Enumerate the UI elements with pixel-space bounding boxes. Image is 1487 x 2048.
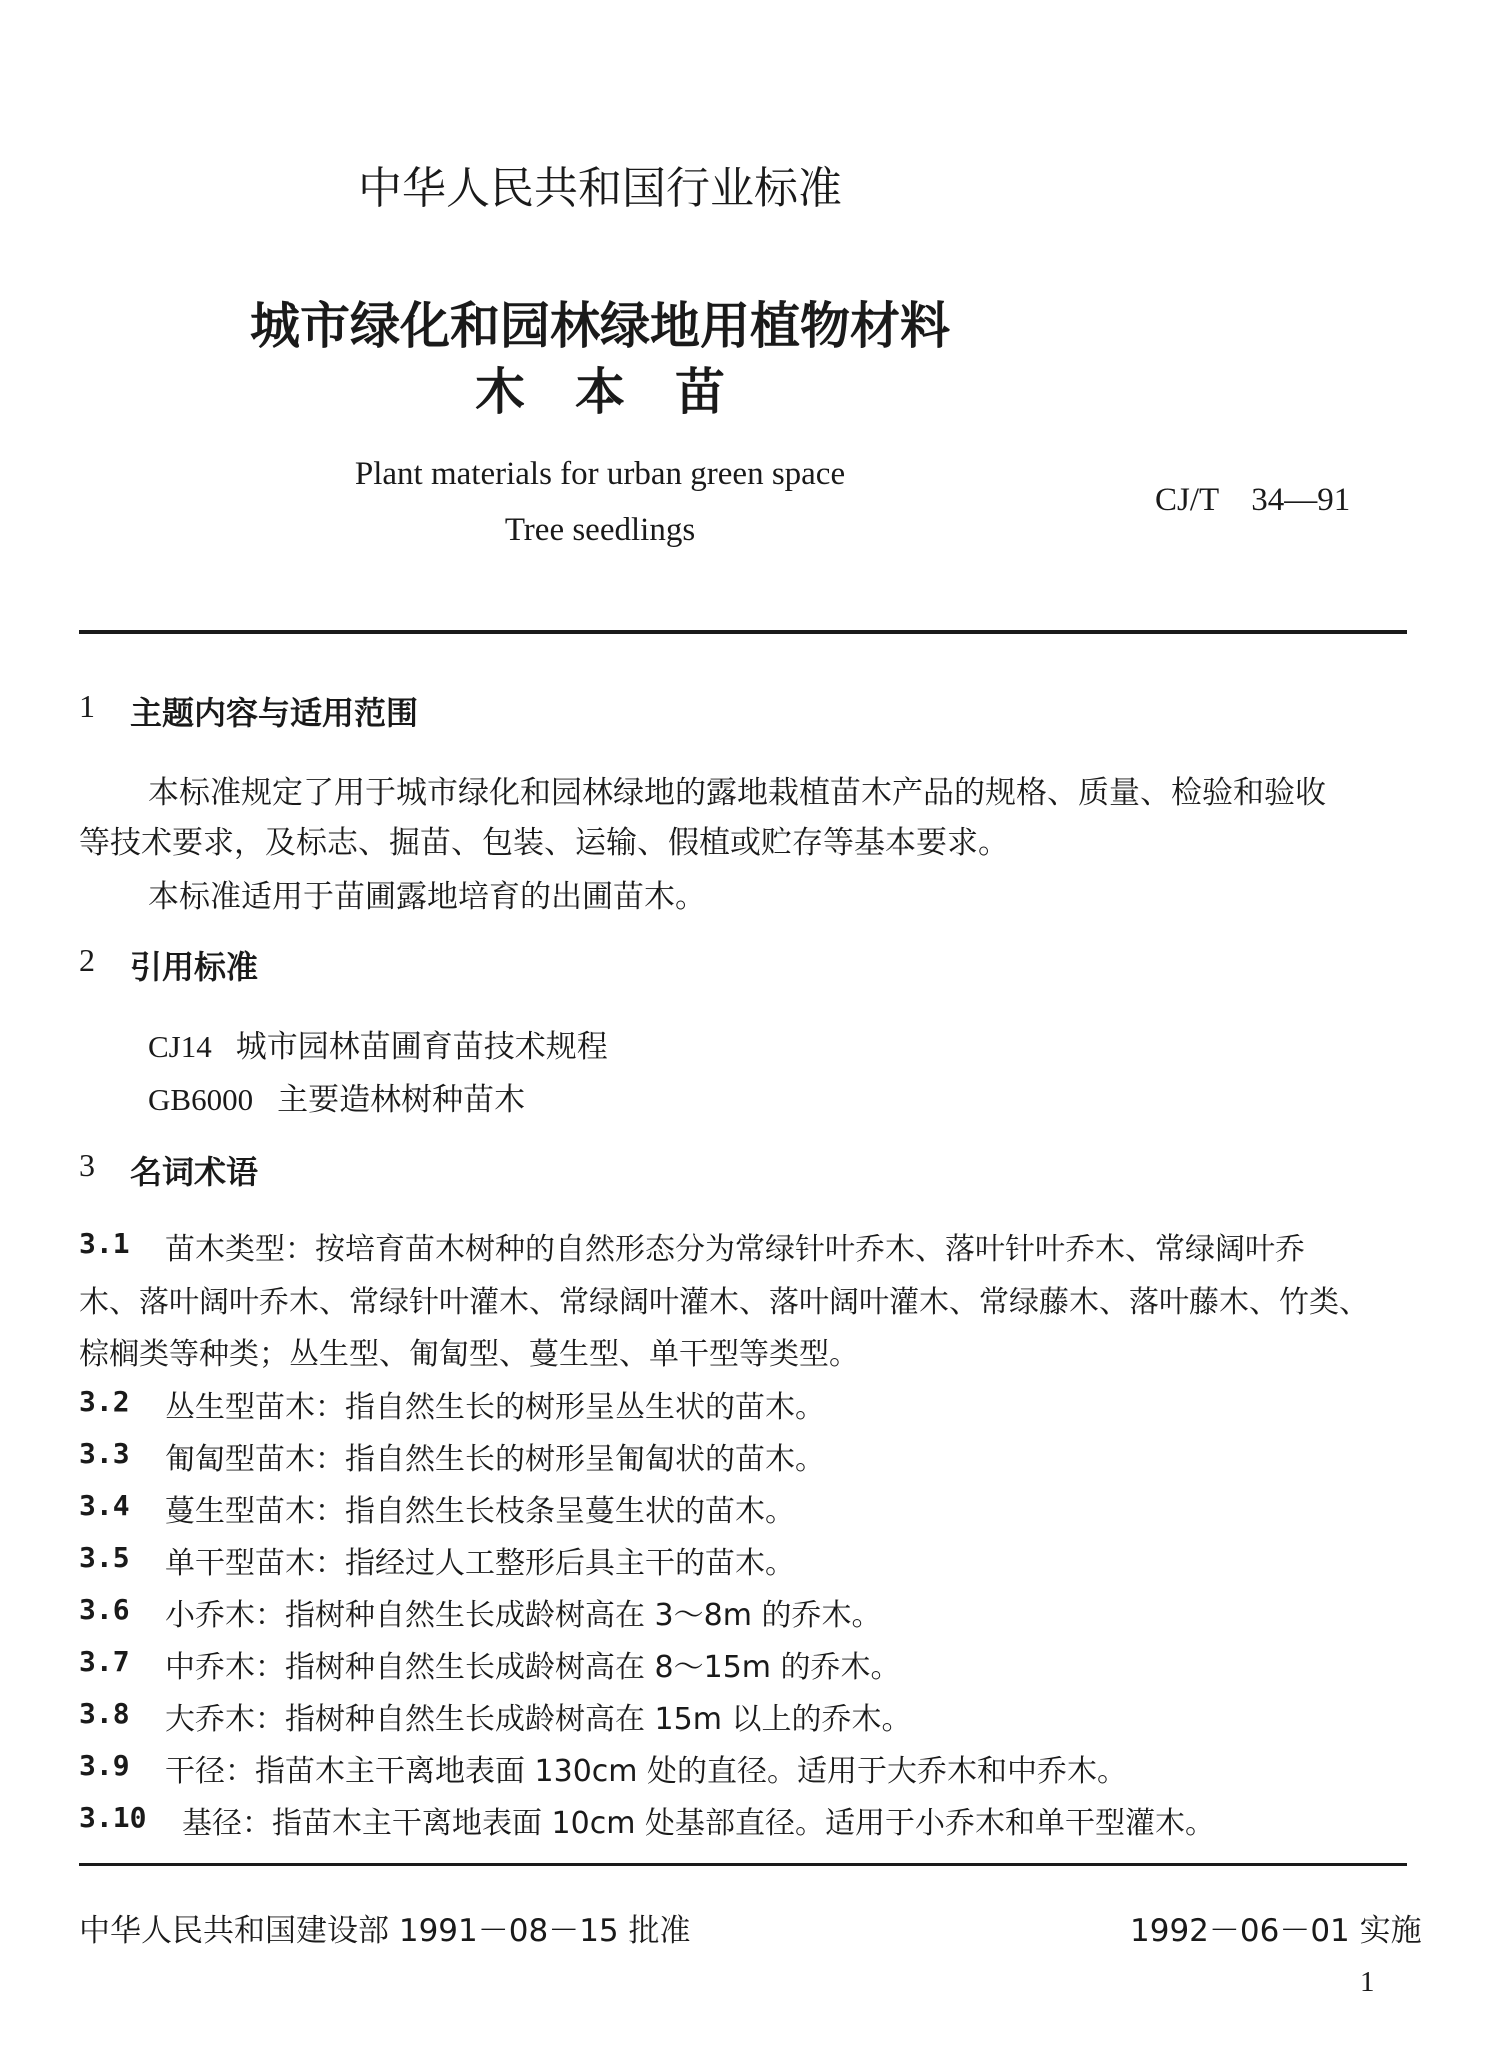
section-number: 2 <box>79 942 95 978</box>
approval-line: 中华人民共和国建设部 1991－08－15 批准 <box>79 1913 691 1949</box>
item-number: 3.3 <box>79 1437 130 1470</box>
title-cn-line1: 城市绿化和园林绿地用植物材料 <box>250 297 950 355</box>
reference-item <box>148 1021 608 1066</box>
standard-code-number: 34—91 <box>1251 482 1351 518</box>
item-number: 3.8 <box>79 1697 130 1730</box>
section-number: 3 <box>79 1147 95 1183</box>
item-text: 基径：指苗木主干离地表面 10cm 处基部直径。适用于小乔木和单干型灌木。 <box>182 1806 1215 1841</box>
item-number: 3.5 <box>79 1541 130 1574</box>
section-title: 引用标准 <box>130 948 259 986</box>
reference-item <box>148 1074 525 1119</box>
reference-name: 主要造林树种苗木 <box>277 1082 526 1118</box>
reference-name: 城市园林苗圃育苗技术规程 <box>235 1029 608 1065</box>
item-number: 3.7 <box>79 1645 130 1678</box>
item-number: 3.9 <box>79 1749 130 1782</box>
title-en-line2: Tree seedlings <box>504 512 696 548</box>
item-text: 干径：指苗木主干离地表面 130cm 处的直径。适用于大乔木和中乔木。 <box>165 1754 1128 1789</box>
item-text: 中乔木：指树种自然生长成龄树高在 8～15m 的乔木。 <box>165 1650 901 1685</box>
section-heading <box>79 942 95 979</box>
implementation-date: 1992－06－01 实施 <box>1130 1913 1422 1949</box>
item-text: 蔓生型苗木：指自然生长枝条呈蔓生状的苗木。 <box>165 1494 795 1529</box>
header-divider <box>79 630 1407 634</box>
item-text: 匍匐型苗木：指自然生长的树形呈匍匐状的苗木。 <box>165 1442 825 1477</box>
paragraph-line: 本标准规定了用于城市绿化和园林绿地的露地栽植苗木产品的规格、质量、检验和验收 <box>148 775 1326 811</box>
paragraph-line: 本标准适用于苗圃露地培育的出圃苗木。 <box>148 879 706 915</box>
item-text: 单干型苗木：指经过人工整形后具主干的苗木。 <box>165 1546 795 1581</box>
title-cn-line2: 木本苗 <box>475 363 775 421</box>
section-heading <box>79 1147 95 1184</box>
item-number: 3.4 <box>79 1489 130 1522</box>
section-heading <box>79 688 95 725</box>
paragraph-line: 等技术要求，及标志、掘苗、包装、运输、假植或贮存等基本要求。 <box>79 825 1009 861</box>
footer-divider <box>79 1863 1407 1866</box>
standard-code <box>1155 482 1350 519</box>
title-en-line1: Plant materials for urban green space <box>354 456 846 492</box>
page-number: 1 <box>1360 1966 1375 1998</box>
reference-code: CJ14 <box>148 1029 212 1064</box>
standard-code-prefix: CJ/T <box>1155 482 1220 518</box>
standard-category: 中华人民共和国行业标准 <box>358 163 842 214</box>
item-text-line: 棕榈类等种类；丛生型、匍匐型、蔓生型、单干型等类型。 <box>79 1337 859 1372</box>
item-text: 丛生型苗木：指自然生长的树形呈丛生状的苗木。 <box>165 1390 825 1425</box>
item-number: 3.2 <box>79 1385 130 1418</box>
section-number: 1 <box>79 688 95 724</box>
section-title: 主题内容与适用范围 <box>130 694 419 732</box>
reference-code: GB6000 <box>148 1082 254 1117</box>
section-title: 名词术语 <box>130 1153 259 1191</box>
item-text-line: 苗木类型：按培育苗木树种的自然形态分为常绿针叶乔木、落叶针叶乔木、常绿阔叶乔 <box>165 1232 1305 1267</box>
item-number: 3.1 <box>79 1227 130 1260</box>
item-text: 小乔木：指树种自然生长成龄树高在 3～8m 的乔木。 <box>165 1598 882 1633</box>
item-number: 3.6 <box>79 1593 130 1626</box>
item-number: 3.10 <box>79 1801 147 1834</box>
item-text-line: 木、落叶阔叶乔木、常绿针叶灌木、常绿阔叶灌木、落叶阔叶灌木、常绿藤木、落叶藤木、竹类、 <box>79 1285 1369 1320</box>
item-text: 大乔木：指树种自然生长成龄树高在 15m 以上的乔木。 <box>165 1702 912 1737</box>
